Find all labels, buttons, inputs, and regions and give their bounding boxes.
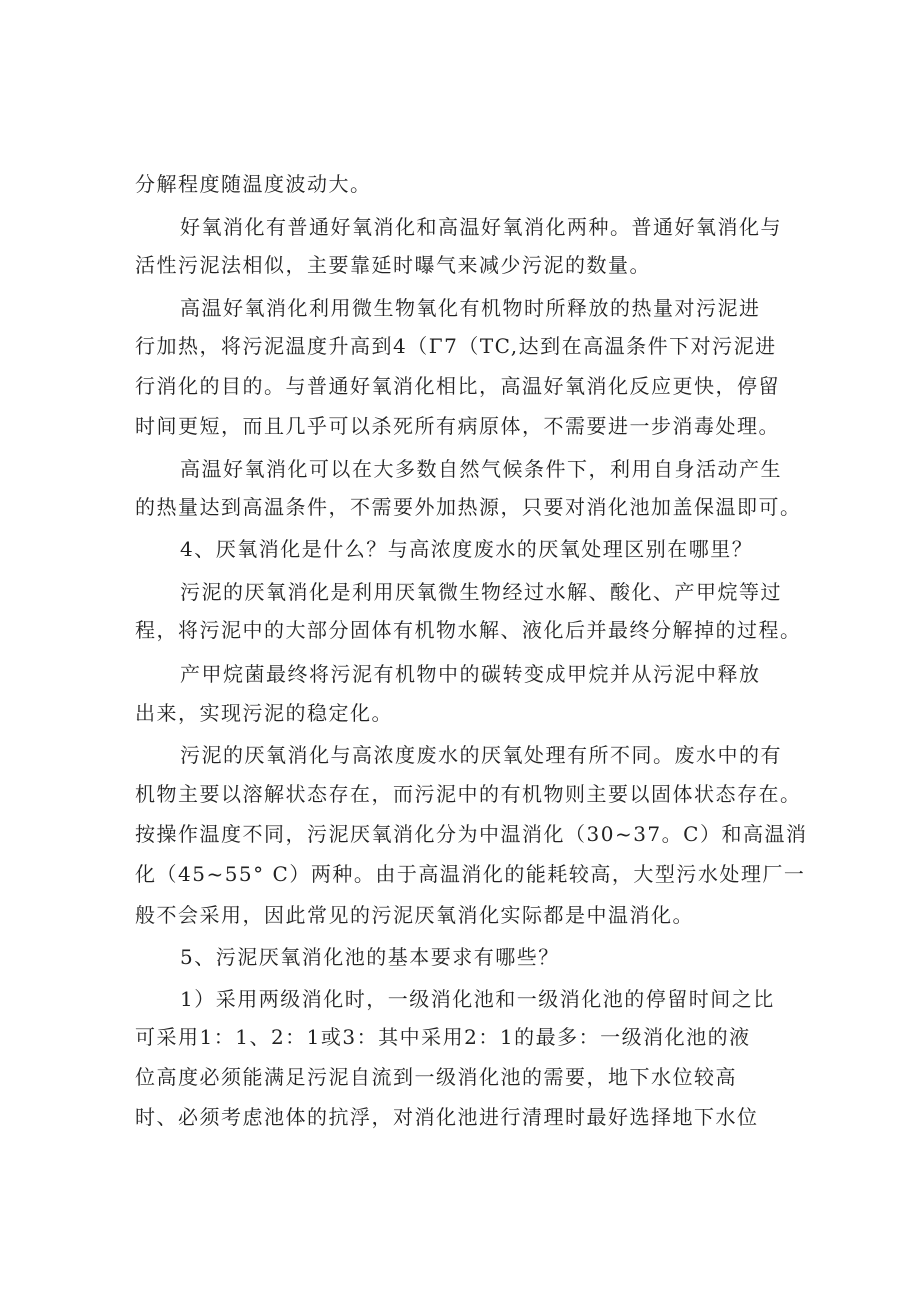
text-line: 般不会采用，因此常见的污泥厌氧消化实际都是中温消化。	[135, 903, 694, 927]
section-heading: 5、污泥厌氧消化池的基本要求有哪些？	[180, 945, 560, 969]
text-line: 污泥的厌氧消化是利用厌氧微生物经过水解、酸化、产甲烷等过	[180, 580, 782, 604]
text-line: 时间更短，而且几乎可以杀死所有病原体，不需要进一步消毒处理。	[135, 414, 780, 438]
text-line: 可采用1：1、2：1或3：其中采用2：1的最多：一级消化池的液	[135, 1025, 751, 1049]
text-line: 高温好氧消化利用微生物氧化有机物时所释放的热量对污泥进	[180, 296, 761, 320]
text-line: 行加热，将污泥温度升高到4（Γ7（TC,达到在高温条件下对污泥进	[135, 334, 777, 358]
text-line: 按操作温度不同，污泥厌氧消化分为中温消化（30~37。C）和高温消	[135, 822, 808, 846]
text-line: 好氧消化有普通好氧消化和高温好氧消化两种。普通好氧消化与	[180, 215, 782, 239]
section-heading: 4、厌氧消化是什么？与高浓度废水的厌氧处理区别在哪里？	[180, 537, 754, 561]
text-line: 分解程度随温度波动大。	[135, 172, 372, 196]
text-line: 时、必须考虑池体的抗浮，对消化池进行清理时最好选择地下水位	[135, 1105, 759, 1129]
text-line: 活性污泥法相似，主要靠延时曝气来减少污泥的数量。	[135, 253, 651, 277]
text-line: 1）采用两级消化时，一级消化池和一级消化池的停留时间之比	[180, 987, 775, 1011]
text-line: 高温好氧消化可以在大多数自然气候条件下，利用自身活动产生	[180, 457, 782, 481]
text-line: 污泥的厌氧消化与高浓度废水的厌氧处理有所不同。废水中的有	[180, 743, 782, 767]
text-line: 行消化的目的。与普通好氧消化相比，高温好氧消化反应更快，停留	[135, 374, 780, 398]
text-line: 程，将污泥中的大部分固体有机物水解、液化后并最终分解掉的过程。	[135, 618, 802, 642]
text-line: 产甲烷菌最终将污泥有机物中的碳转变成甲烷并从污泥中释放	[180, 662, 761, 686]
text-line: 的热量达到高温条件，不需要外加热源，只要对消化池加盖保温即可。	[135, 495, 802, 519]
text-line: 化（45~55° C）两种。由于高温消化的能耗较高，大型污水处理厂一	[135, 862, 806, 886]
text-line: 机物主要以溶解状态存在，而污泥中的有机物则主要以固体状态存在。	[135, 782, 802, 806]
text-line: 位高度必须能满足污泥自流到一级消化池的需要，地下水位较高	[135, 1065, 737, 1089]
text-line: 出来，实现污泥的稳定化。	[135, 701, 393, 725]
